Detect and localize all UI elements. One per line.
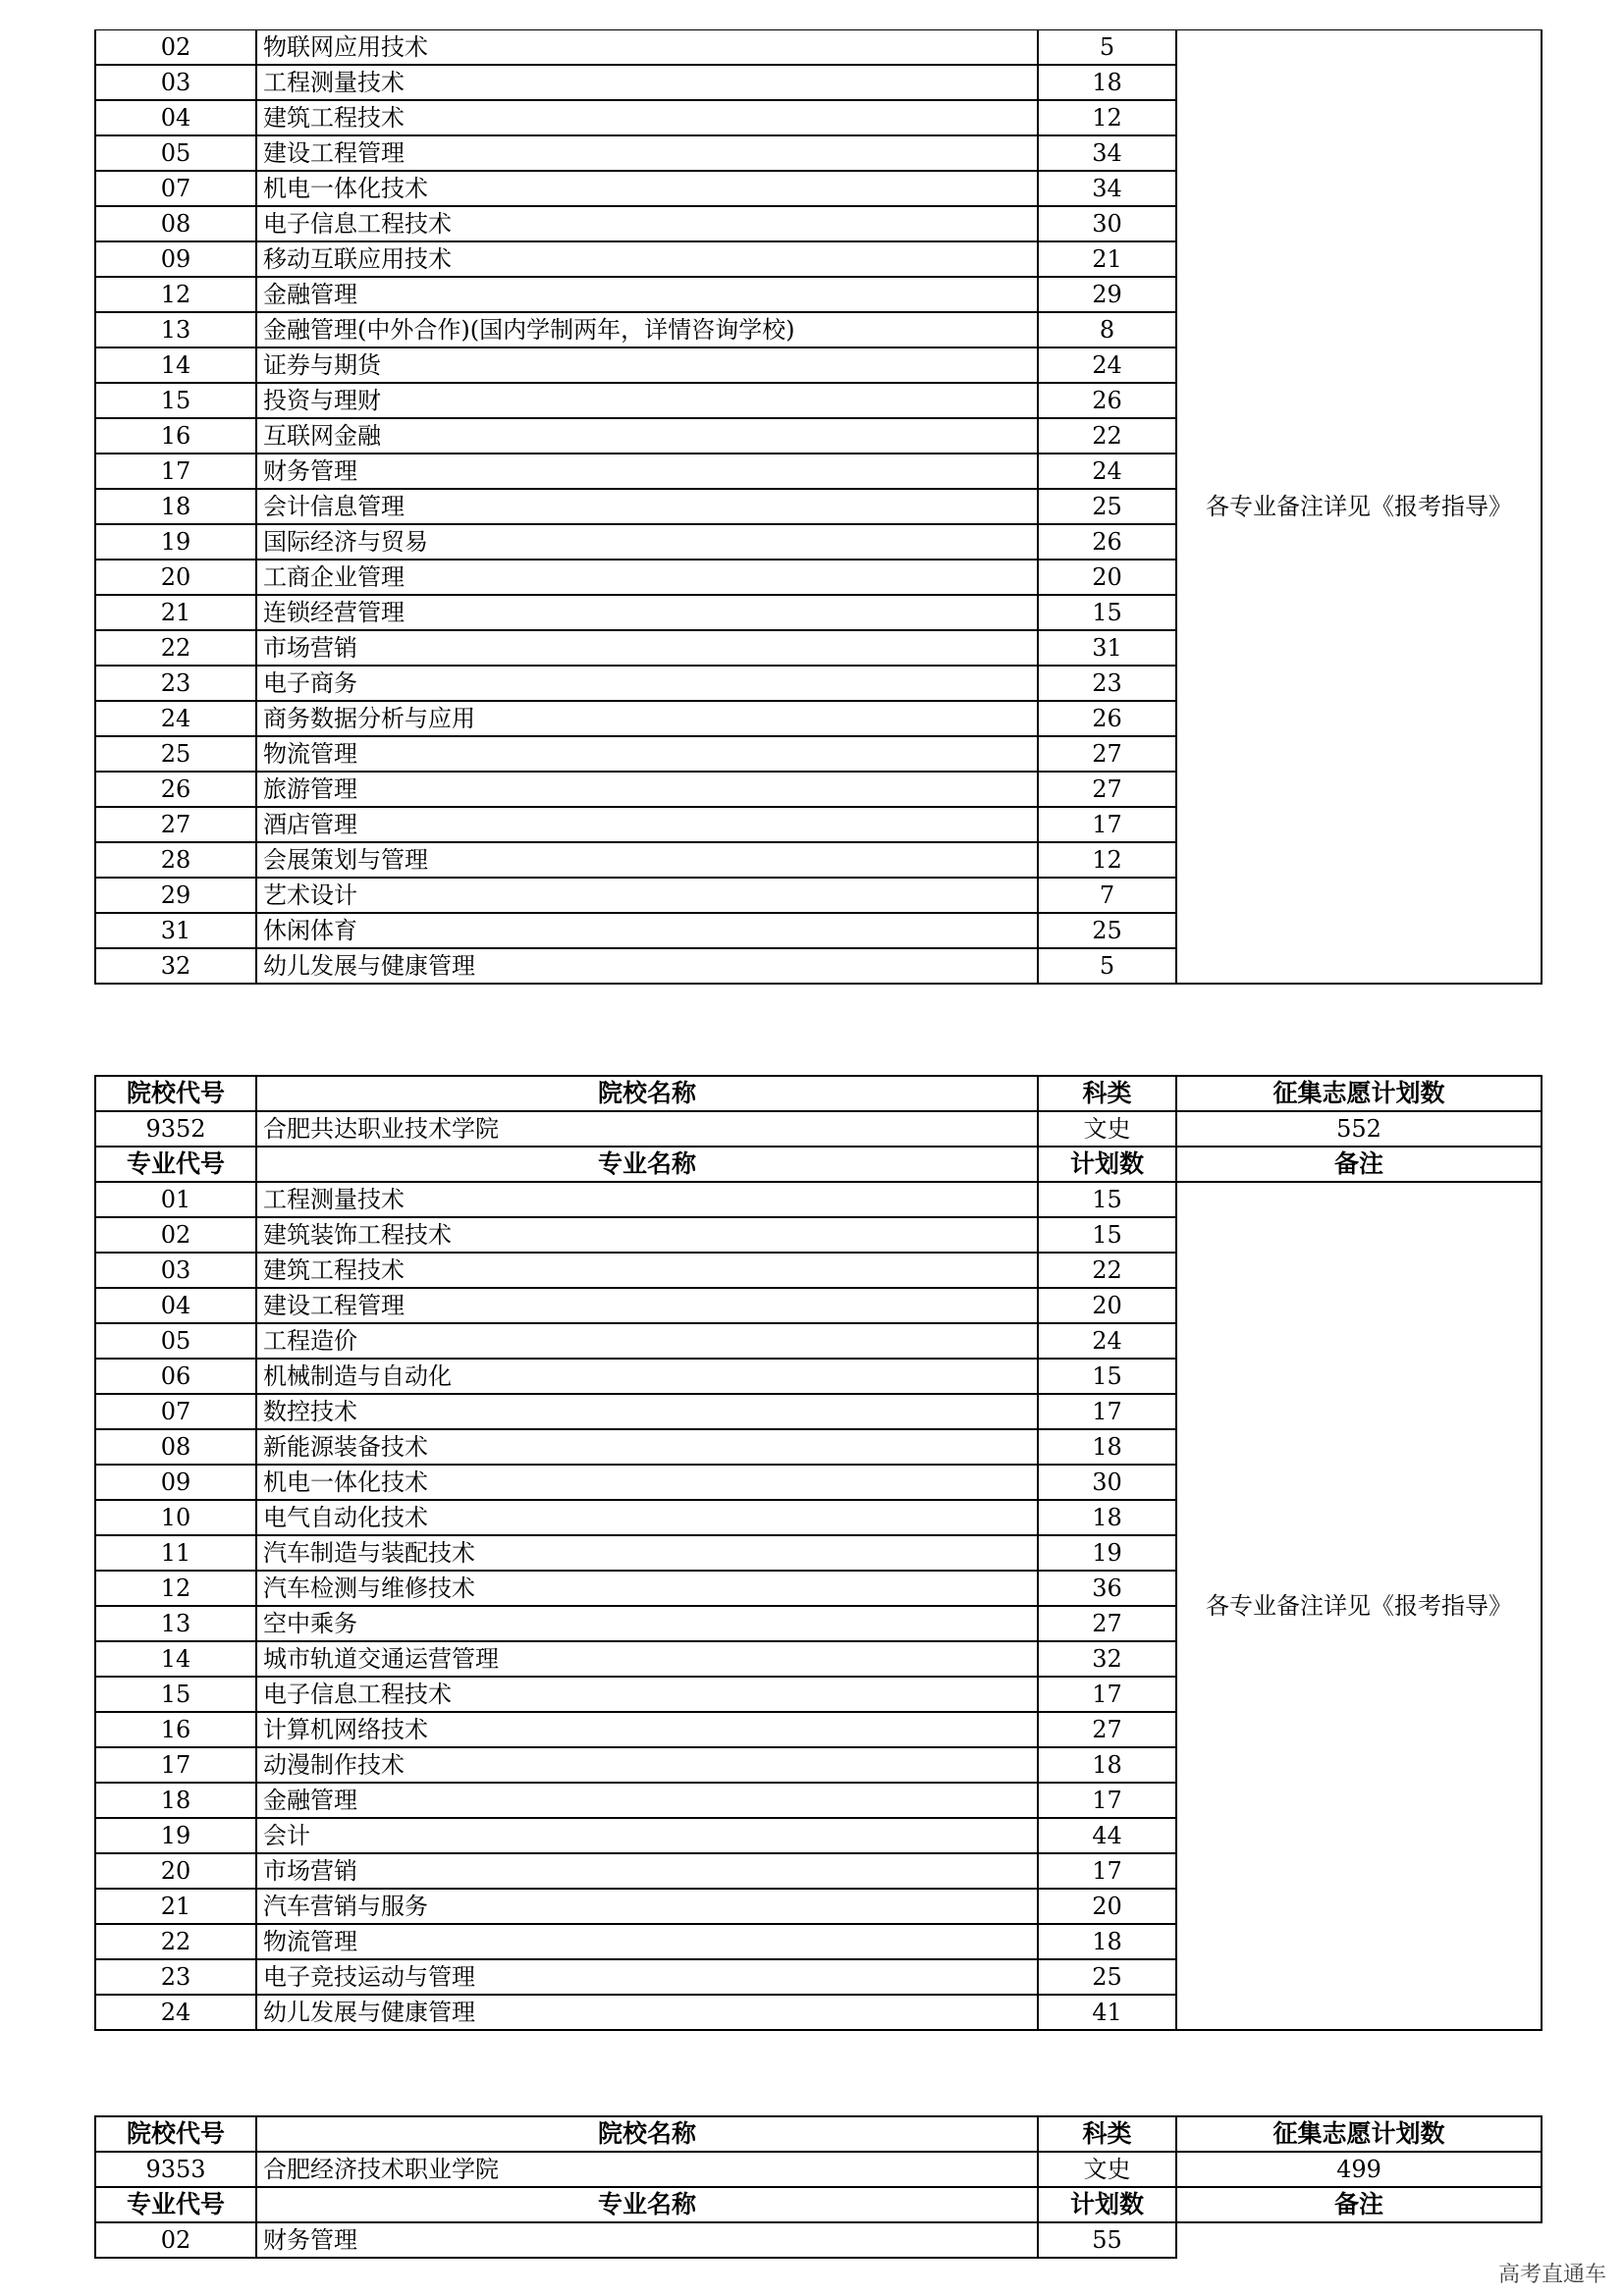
plan-count: 17 xyxy=(1038,1783,1176,1818)
empty-remark-cell xyxy=(1176,2222,1542,2258)
major-code: 16 xyxy=(95,418,256,454)
plan-count: 25 xyxy=(1038,489,1176,524)
major-name: 市场营销 xyxy=(256,630,1038,666)
plan-count: 23 xyxy=(1038,666,1176,701)
plan-count: 29 xyxy=(1038,277,1176,312)
major-code: 12 xyxy=(95,277,256,312)
major-code: 23 xyxy=(95,666,256,701)
major-code: 23 xyxy=(95,1959,256,1995)
major-name: 金融管理 xyxy=(256,1783,1038,1818)
school-code-header: 院校代号 xyxy=(95,2116,256,2152)
table-section-2 xyxy=(94,1075,1543,2031)
major-code: 13 xyxy=(95,312,256,347)
major-code: 14 xyxy=(95,1641,256,1677)
major-name: 投资与理财 xyxy=(256,383,1038,418)
major-code: 28 xyxy=(95,842,256,878)
remark-header: 备注 xyxy=(1176,1147,1542,1182)
plan-count: 7 xyxy=(1038,878,1176,913)
major-name: 商务数据分析与应用 xyxy=(256,701,1038,736)
major-code: 04 xyxy=(95,100,256,135)
plan-count: 27 xyxy=(1038,1712,1176,1747)
plan-count: 24 xyxy=(1038,454,1176,489)
plan-total-header: 征集志愿计划数 xyxy=(1176,1076,1542,1111)
school-code-header: 院校代号 xyxy=(95,1076,256,1111)
major-name: 工程测量技术 xyxy=(256,1182,1038,1217)
major-name: 空中乘务 xyxy=(256,1606,1038,1641)
plan-total-header: 征集志愿计划数 xyxy=(1176,2116,1542,2152)
school-name-header: 院校名称 xyxy=(256,1076,1038,1111)
school-name: 合肥经济技术职业学院 xyxy=(256,2152,1038,2187)
major-name: 电子商务 xyxy=(256,666,1038,701)
plan-count: 5 xyxy=(1038,948,1176,984)
school-info-row xyxy=(95,1111,1542,1147)
major-code: 13 xyxy=(95,1606,256,1641)
major-name: 建设工程管理 xyxy=(256,1288,1038,1323)
major-name: 汽车制造与装配技术 xyxy=(256,1535,1038,1571)
major-code: 09 xyxy=(95,1465,256,1500)
plan-count: 25 xyxy=(1038,1959,1176,1995)
plan-count: 17 xyxy=(1038,1853,1176,1889)
major-name: 电气自动化技术 xyxy=(256,1500,1038,1535)
major-name: 工商企业管理 xyxy=(256,560,1038,595)
major-code: 01 xyxy=(95,1182,256,1217)
plan-count: 20 xyxy=(1038,1288,1176,1323)
major-name: 金融管理(中外合作)(国内学制两年，详情咨询学校) xyxy=(256,312,1038,347)
major-name: 幼儿发展与健康管理 xyxy=(256,1995,1038,2030)
major-code: 09 xyxy=(95,241,256,277)
major-name-header: 专业名称 xyxy=(256,1147,1038,1182)
major-name: 旅游管理 xyxy=(256,772,1038,807)
major-name: 金融管理 xyxy=(256,277,1038,312)
major-code: 08 xyxy=(95,1429,256,1465)
plan-count: 26 xyxy=(1038,383,1176,418)
major-name: 会计 xyxy=(256,1818,1038,1853)
major-code: 17 xyxy=(95,1747,256,1783)
plan-count: 22 xyxy=(1038,1253,1176,1288)
major-code: 20 xyxy=(95,1853,256,1889)
plan-count: 41 xyxy=(1038,1995,1176,2030)
major-code: 18 xyxy=(95,489,256,524)
plan-count: 18 xyxy=(1038,1429,1176,1465)
plan-total: 552 xyxy=(1176,1111,1542,1147)
category: 文史 xyxy=(1038,1111,1176,1147)
table-row xyxy=(95,1182,1542,1217)
plan-count: 27 xyxy=(1038,772,1176,807)
plan-count: 31 xyxy=(1038,630,1176,666)
school-name-header: 院校名称 xyxy=(256,2116,1038,2152)
major-name: 物流管理 xyxy=(256,736,1038,772)
major-code: 31 xyxy=(95,913,256,948)
major-name: 工程造价 xyxy=(256,1323,1038,1359)
major-code: 24 xyxy=(95,701,256,736)
major-name: 国际经济与贸易 xyxy=(256,524,1038,560)
school-header-row xyxy=(95,2116,1542,2152)
major-code: 32 xyxy=(95,948,256,984)
plan-count-header: 计划数 xyxy=(1038,2187,1176,2222)
major-code: 02 xyxy=(95,1217,256,1253)
plan-total: 499 xyxy=(1176,2152,1542,2187)
major-name: 物流管理 xyxy=(256,1924,1038,1959)
plan-count: 19 xyxy=(1038,1535,1176,1571)
plan-count: 44 xyxy=(1038,1818,1176,1853)
major-name: 电子信息工程技术 xyxy=(256,206,1038,241)
major-header-row xyxy=(95,1147,1542,1182)
major-header-row xyxy=(95,2187,1542,2222)
major-code: 06 xyxy=(95,1359,256,1394)
major-name: 计算机网络技术 xyxy=(256,1712,1038,1747)
major-code: 10 xyxy=(95,1500,256,1535)
major-code: 05 xyxy=(95,135,256,171)
major-code: 14 xyxy=(95,347,256,383)
table-section-1 xyxy=(94,29,1543,985)
major-code: 21 xyxy=(95,1889,256,1924)
plan-count: 21 xyxy=(1038,241,1176,277)
plan-count: 20 xyxy=(1038,560,1176,595)
major-code: 08 xyxy=(95,206,256,241)
major-name: 机电一体化技术 xyxy=(256,171,1038,206)
major-code: 22 xyxy=(95,630,256,666)
major-name: 汽车检测与维修技术 xyxy=(256,1571,1038,1606)
remark-header: 备注 xyxy=(1176,2187,1542,2222)
major-code: 19 xyxy=(95,1818,256,1853)
plan-count: 24 xyxy=(1038,347,1176,383)
plan-count: 55 xyxy=(1038,2222,1176,2258)
table-section-3 xyxy=(94,2115,1543,2259)
major-name: 会展策划与管理 xyxy=(256,842,1038,878)
major-code-header: 专业代号 xyxy=(95,2187,256,2222)
major-code: 15 xyxy=(95,1677,256,1712)
major-code: 04 xyxy=(95,1288,256,1323)
major-code: 05 xyxy=(95,1323,256,1359)
major-code: 07 xyxy=(95,1394,256,1429)
plan-count: 15 xyxy=(1038,595,1176,630)
major-code: 07 xyxy=(95,171,256,206)
plan-count: 26 xyxy=(1038,524,1176,560)
major-name: 物联网应用技术 xyxy=(256,30,1038,66)
major-code: 18 xyxy=(95,1783,256,1818)
plan-count: 30 xyxy=(1038,206,1176,241)
plan-count: 18 xyxy=(1038,65,1176,100)
major-name: 互联网金融 xyxy=(256,418,1038,454)
major-code: 25 xyxy=(95,736,256,772)
major-name: 建筑工程技术 xyxy=(256,1253,1038,1288)
major-name: 动漫制作技术 xyxy=(256,1747,1038,1783)
major-code: 15 xyxy=(95,383,256,418)
major-code: 02 xyxy=(95,30,256,66)
major-name: 证券与期货 xyxy=(256,347,1038,383)
category-header: 科类 xyxy=(1038,2116,1176,2152)
plan-count-header: 计划数 xyxy=(1038,1147,1176,1182)
major-code: 03 xyxy=(95,1253,256,1288)
plan-count: 27 xyxy=(1038,736,1176,772)
major-name: 休闲体育 xyxy=(256,913,1038,948)
table-row xyxy=(95,2222,1542,2258)
school-header-row xyxy=(95,1076,1542,1111)
school-name: 合肥共达职业技术学院 xyxy=(256,1111,1038,1147)
major-name: 数控技术 xyxy=(256,1394,1038,1429)
plan-count: 17 xyxy=(1038,1394,1176,1429)
major-name: 机械制造与自动化 xyxy=(256,1359,1038,1394)
major-name: 新能源装备技术 xyxy=(256,1429,1038,1465)
major-name: 工程测量技术 xyxy=(256,65,1038,100)
major-code: 19 xyxy=(95,524,256,560)
plan-count: 34 xyxy=(1038,135,1176,171)
plan-count: 8 xyxy=(1038,312,1176,347)
school-info-row xyxy=(95,2152,1542,2187)
major-code: 22 xyxy=(95,1924,256,1959)
major-name: 艺术设计 xyxy=(256,878,1038,913)
plan-count: 17 xyxy=(1038,807,1176,842)
watermark: 高考直通车 xyxy=(1497,2263,1606,2287)
major-name-header: 专业名称 xyxy=(256,2187,1038,2222)
major-code: 12 xyxy=(95,1571,256,1606)
plan-count: 27 xyxy=(1038,1606,1176,1641)
plan-count: 18 xyxy=(1038,1500,1176,1535)
plan-count: 12 xyxy=(1038,842,1176,878)
plan-count: 20 xyxy=(1038,1889,1176,1924)
major-name: 建设工程管理 xyxy=(256,135,1038,171)
major-code: 20 xyxy=(95,560,256,595)
table-row xyxy=(95,30,1542,66)
major-name: 酒店管理 xyxy=(256,807,1038,842)
major-name: 电子信息工程技术 xyxy=(256,1677,1038,1712)
major-name: 电子竞技运动与管理 xyxy=(256,1959,1038,1995)
plan-count: 26 xyxy=(1038,701,1176,736)
major-name: 会计信息管理 xyxy=(256,489,1038,524)
plan-count: 18 xyxy=(1038,1747,1176,1783)
major-code: 27 xyxy=(95,807,256,842)
major-code: 17 xyxy=(95,454,256,489)
major-code: 02 xyxy=(95,2222,256,2258)
major-name: 机电一体化技术 xyxy=(256,1465,1038,1500)
plan-count: 18 xyxy=(1038,1924,1176,1959)
plan-count: 22 xyxy=(1038,418,1176,454)
plan-count: 17 xyxy=(1038,1677,1176,1712)
plan-count: 15 xyxy=(1038,1182,1176,1217)
plan-count: 32 xyxy=(1038,1641,1176,1677)
plan-count: 5 xyxy=(1038,30,1176,66)
major-name: 汽车营销与服务 xyxy=(256,1889,1038,1924)
major-code: 03 xyxy=(95,65,256,100)
major-code: 16 xyxy=(95,1712,256,1747)
major-name: 市场营销 xyxy=(256,1853,1038,1889)
plan-count: 36 xyxy=(1038,1571,1176,1606)
major-code-header: 专业代号 xyxy=(95,1147,256,1182)
major-name: 连锁经营管理 xyxy=(256,595,1038,630)
plan-count: 15 xyxy=(1038,1359,1176,1394)
plan-count: 34 xyxy=(1038,171,1176,206)
major-name: 幼儿发展与健康管理 xyxy=(256,948,1038,984)
plan-count: 24 xyxy=(1038,1323,1176,1359)
major-name: 财务管理 xyxy=(256,454,1038,489)
major-name: 财务管理 xyxy=(256,2222,1038,2258)
remark-cell: 各专业备注详见《报考指导》 xyxy=(1176,1182,1542,2030)
major-name: 建筑装饰工程技术 xyxy=(256,1217,1038,1253)
plan-count: 15 xyxy=(1038,1217,1176,1253)
major-code: 26 xyxy=(95,772,256,807)
plan-count: 12 xyxy=(1038,100,1176,135)
remark-cell: 各专业备注详见《报考指导》 xyxy=(1176,30,1542,985)
school-code: 9353 xyxy=(95,2152,256,2187)
category-header: 科类 xyxy=(1038,1076,1176,1111)
major-name: 建筑工程技术 xyxy=(256,100,1038,135)
school-code: 9352 xyxy=(95,1111,256,1147)
major-code: 21 xyxy=(95,595,256,630)
major-code: 11 xyxy=(95,1535,256,1571)
plan-count: 25 xyxy=(1038,913,1176,948)
major-code: 29 xyxy=(95,878,256,913)
plan-count: 30 xyxy=(1038,1465,1176,1500)
major-name: 移动互联应用技术 xyxy=(256,241,1038,277)
category: 文史 xyxy=(1038,2152,1176,2187)
major-code: 24 xyxy=(95,1995,256,2030)
major-name: 城市轨道交通运营管理 xyxy=(256,1641,1038,1677)
